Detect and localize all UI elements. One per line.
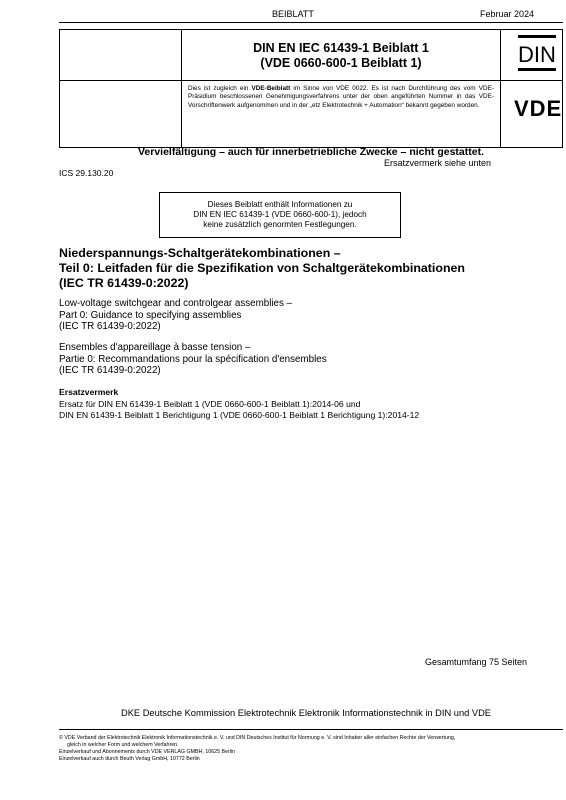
footer-line4: Einzelverkauf auch durch Beuth Verlag GmbH, 10772 Berlin [59,756,200,762]
document-number-line1: DIN EN IEC 61439-1 Beiblatt 1 [253,41,429,55]
replacement-line2: DIN EN 61439-1 Beiblatt 1 Berichtigung 1 (VDE 0660-600-1 Beiblatt 1 Berichtigung 1):2014-12 [59,410,420,420]
replacement-line1: Ersatz für DIN EN 61439-1 Beiblatt 1 (VDE 0660-600-1 Beiblatt 1):2014-06 und [59,399,361,409]
vde-note-bold: VDE-Beiblatt [251,85,291,92]
header-left: BEIBLATT [272,9,314,19]
title-french [59,342,459,377]
info-line-2: DIN EN IEC 61439-1 (VDE 0660-600-1), jedoch [193,210,367,219]
replacement-heading: Ersatzvermerk [59,387,119,397]
footer-line3: Einzelverkauf und Abonnements durch VDE VERLAG GMBH, 10625 Berlin [59,749,236,755]
replacement-reference: Ersatzvermerk siehe unten [384,158,492,168]
title-french-line1: Ensembles d'appareillage à basse tension – [59,342,251,353]
title-box [59,29,563,148]
footer-line2: gleich in welcher Form und welchem Verfahren. [67,742,179,748]
document-number [182,41,500,71]
reproduction-notice: Vervielfältigung – auch für innerbetriebliche Zwecke – nicht gestattet. [137,146,484,158]
replacement-text [59,399,419,421]
info-text [162,200,398,230]
vde-note [188,85,494,110]
title-english-line2: Part 0: Guidance to specifying assemblies [59,309,242,321]
title-german-line1: Niederspannungs-Schaltgerätekombinationen – [59,246,341,260]
ics-code: ICS 29.130.20 [59,168,114,178]
header-date: Februar 2024 [480,9,535,19]
dke-line: DKE Deutsche Kommission Elektrotechnik Elektronik Informationstechnik in DIN und VDE [121,708,491,718]
vde-note-pre: Dies ist zugleich ein [188,85,252,92]
total-pages: Gesamtumfang 75 Seiten [425,657,528,667]
din-logo-text: DIN [518,42,556,67]
din-logo-icon [518,35,556,71]
top-divider [59,22,563,23]
title-french-line3: (IEC TR 61439-0:2022) [59,365,161,376]
info-line-1: Dieses Beiblatt enthält Informationen zu [207,200,353,209]
vde-logo-icon: VDE [514,96,563,121]
title-german [59,246,539,291]
title-english [59,298,459,333]
title-box-horizontal-divider [60,80,562,81]
title-english-line1: Low-voltage switchgear and controlgear assemblies – [59,298,293,309]
footer-line1: © VDE Verband der Elektrotechnik Elektronik Informationstechnik e. V. und DIN Deutsches Institut für Normung e. V. sind Inhaber aller einfachen Rechte der Verwertung, [59,735,456,741]
title-french-line2: Partie 0: Recommandations pour la spécification d'ensembles [59,353,327,365]
document-number-line2: (VDE 0660-600-1 Beiblatt 1) [260,56,422,70]
info-line-3: keine zusätzlich genormten Festlegungen. [203,220,357,229]
title-english-line3: (IEC TR 61439-0:2022) [59,321,161,332]
bottom-divider [59,729,563,730]
title-box-right-divider [500,30,501,147]
vde-note-post: im Sinne von VDE 0022. Es ist nach Durchführung des vom VDE-Präsidium beschlossenen Genehmigungsverfahrens unter der oben angeführten Nummer in das VDE-Vorschriftenwerk aufgenommen und in der „etz Elektrotechnik + Automation“ bekannt gegeben worden. [188,85,494,109]
title-german-line3: (IEC TR 61439-0:2022) [59,276,189,290]
title-german-line2: Teil 0: Leitfaden für die Spezifikation von Schaltgerätekombinationen [59,261,465,275]
copyright-footer [59,735,563,763]
